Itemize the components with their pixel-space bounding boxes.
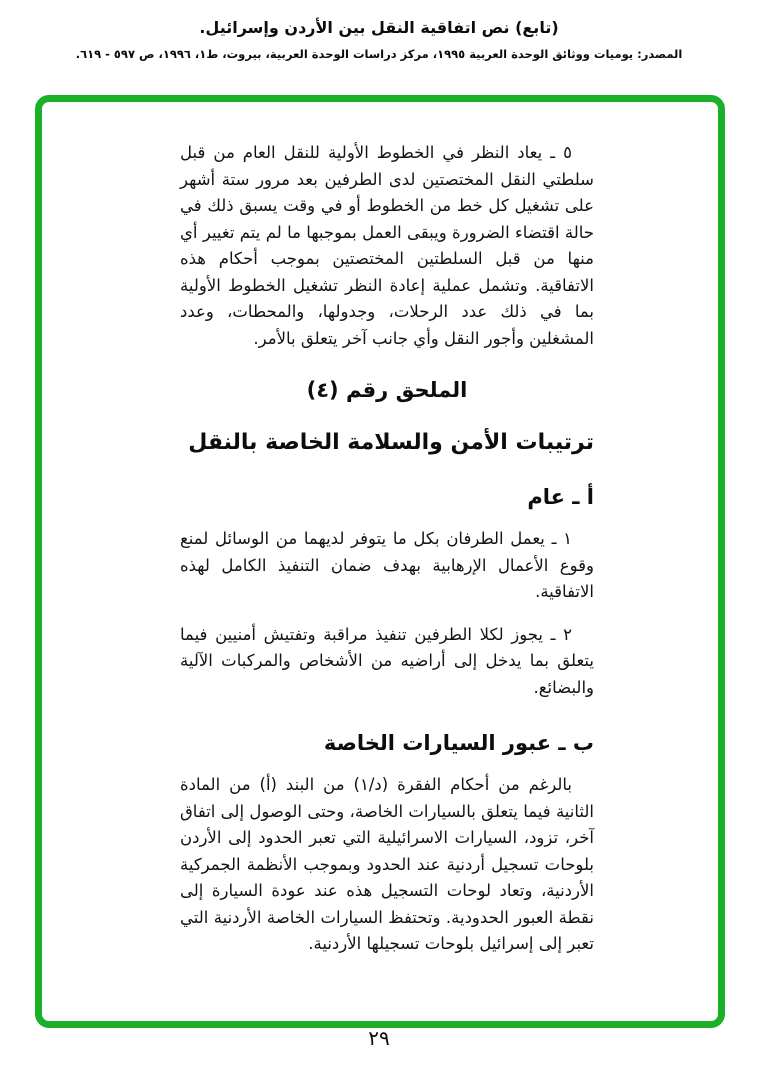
document-content: [180, 140, 594, 974]
header-source-citation: المصدر: يوميات ووثائق الوحدة العربية ١٩٩٥، مركز دراسات الوحدة العربية، بيروت، ط١، ١٩٩٦، ص ٥٩٧ - ٦١٩.: [75, 47, 683, 61]
section-a-heading: أ ـ عام: [527, 485, 594, 509]
annex-title: الملحق رقم (٤): [306, 378, 468, 402]
clause-5-paragraph: ٥ ـ يعاد النظر في الخطوط الأولية للنقل العام من قبل سلطتي النقل المختصتين لدى الطرفين بعد مرور ستة أشهر على تشغيل كل خط من الخطوط أو في وقت يسبق ذلك في حالة اقتضاء الضرورة ويبقى العمل بموجبها ما لم يتم تغيير أي منها من قبل السلطتين المختصتين بموجب أحكام هذه الاتفاقية. وتشمل عملية إعادة النظر تشغيل الخطوط الأولية بما في ذلك عدد الرحلات، وجدولها، والمحطات، وعدد المشغلين وأجور النقل وأي جانب آخر يتعلق بالأمر.: [180, 143, 594, 348]
header-title: (تابع) نص اتفاقية النقل بين الأردن وإسرائيل.: [199, 18, 559, 37]
section-b-paragraph: بالرغم من أحكام الفقرة (د/١) من البند (أ) من المادة الثانية فيما يتعلق بالسيارات الخاصة، وحتى الوصول إلى اتفاق آخر، تزود، السيارات الاسرائيلية التي تعبر الحدود إلى الأردن بلوحات تسجيل أردنية عند الحدود وبموجب الأنظمة الجمركية الأردنية، وتعاد لوحات التسجيل هذه عند عودة السيارة إلى نقطة العبور الحدودية. وتحتفظ السيارات الخاصة الأردنية التي تعبر إلى إسرائيل بلوحات تسجيلها الأردنية.: [180, 775, 594, 953]
section-a-item-2: ٢ ـ يجوز لكلا الطرفين تنفيذ مراقبة وتفتيش أمنيين فيما يتعلق بما يدخل إلى أراضيه من الأشخاص والمركبات الآلية والبضائع.: [180, 624, 594, 697]
section-b-heading: ب ـ عبور السيارات الخاصة: [323, 731, 594, 755]
page-header: [0, 18, 758, 61]
page-number: ٢٩: [368, 1026, 390, 1050]
annex-subtitle: ترتيبات الأمن والسلامة الخاصة بالنقل: [188, 430, 594, 455]
section-a-item-1: ١ ـ يعمل الطرفان بكل ما يتوفر لديهما من الوسائل لمنع وقوع الأعمال الإرهابية بهدف ضمان التنفيذ الكامل لهذه الاتفاقية.: [180, 529, 594, 601]
